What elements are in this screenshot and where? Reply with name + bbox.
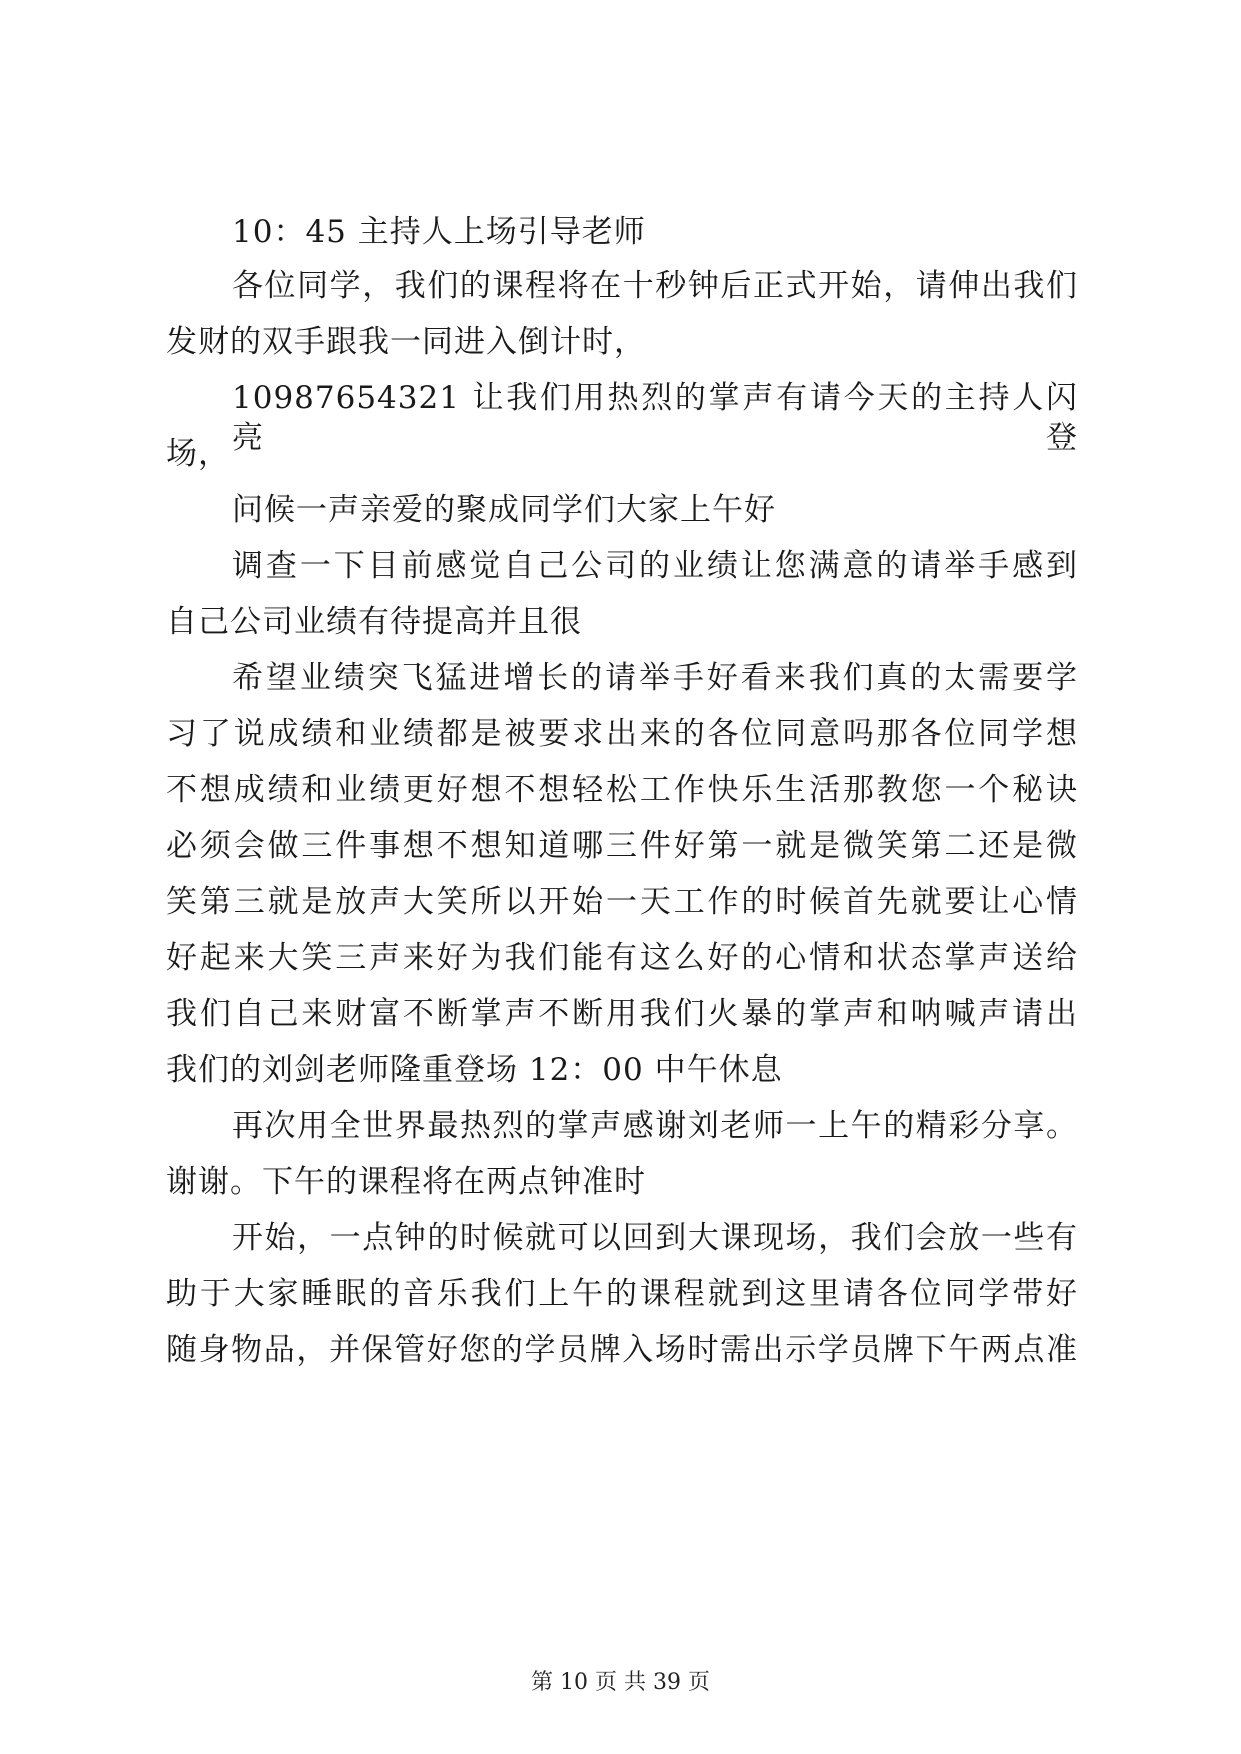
text-line: 问候一声亲爱的聚成同学们大家上午好 xyxy=(232,492,776,528)
text-line: 10：45 主持人上场引导老师 xyxy=(232,214,646,250)
text-line: 10987654321 让我们用热烈的掌声有请今天的主持人闪亮登 xyxy=(232,380,1078,456)
text-line: 我们自己来财富不断掌声不断用我们火暴的掌声和呐喊声请出 xyxy=(166,996,1078,1032)
text-line: 随身物品，并保管好您的学员牌入场时需出示学员牌下午两点准 xyxy=(166,1332,1078,1368)
text-line: 场， xyxy=(166,436,230,472)
text-line: 笑第三就是放声大笑所以开始一天工作的时候首先就要让心情 xyxy=(166,884,1078,920)
text-line: 必须会做三件事想不想知道哪三件好第一就是微笑第二还是微 xyxy=(166,828,1078,864)
text-line: 我们的刘剑老师隆重登场 12：00 中午休息 xyxy=(166,1052,783,1088)
text-line: 调查一下目前感觉自己公司的业绩让您满意的请举手感到 xyxy=(232,548,1078,584)
text-line: 发财的双手跟我一同进入倒计时， xyxy=(166,324,646,360)
text-line: 开始，一点钟的时候就可以回到大课现场，我们会放一些有 xyxy=(232,1220,1078,1256)
text-line: 希望业绩突飞猛进增长的请举手好看来我们真的太需要学 xyxy=(232,660,1078,696)
text-line: 助于大家睡眠的音乐我们上午的课程就到这里请各位同学带好 xyxy=(166,1276,1078,1312)
text-line: 谢谢。下午的课程将在两点钟准时 xyxy=(166,1164,646,1200)
text-line: 各位同学，我们的课程将在十秒钟后正式开始，请伸出我们 xyxy=(232,268,1078,304)
page-number: 第 10 页 共 39 页 xyxy=(531,1670,710,1695)
text-line: 再次用全世界最热烈的掌声感谢刘老师一上午的精彩分享。 xyxy=(232,1108,1078,1144)
text-line: 习了说成绩和业绩都是被要求出来的各位同意吗那各位同学想 xyxy=(166,716,1078,752)
text-line: 自己公司业绩有待提高并且很 xyxy=(166,604,582,640)
text-line: 不想成绩和业绩更好想不想轻松工作快乐生活那教您一个秘诀 xyxy=(166,772,1078,808)
text-line: 好起来大笑三声来好为我们能有这么好的心情和状态掌声送给 xyxy=(166,940,1078,976)
